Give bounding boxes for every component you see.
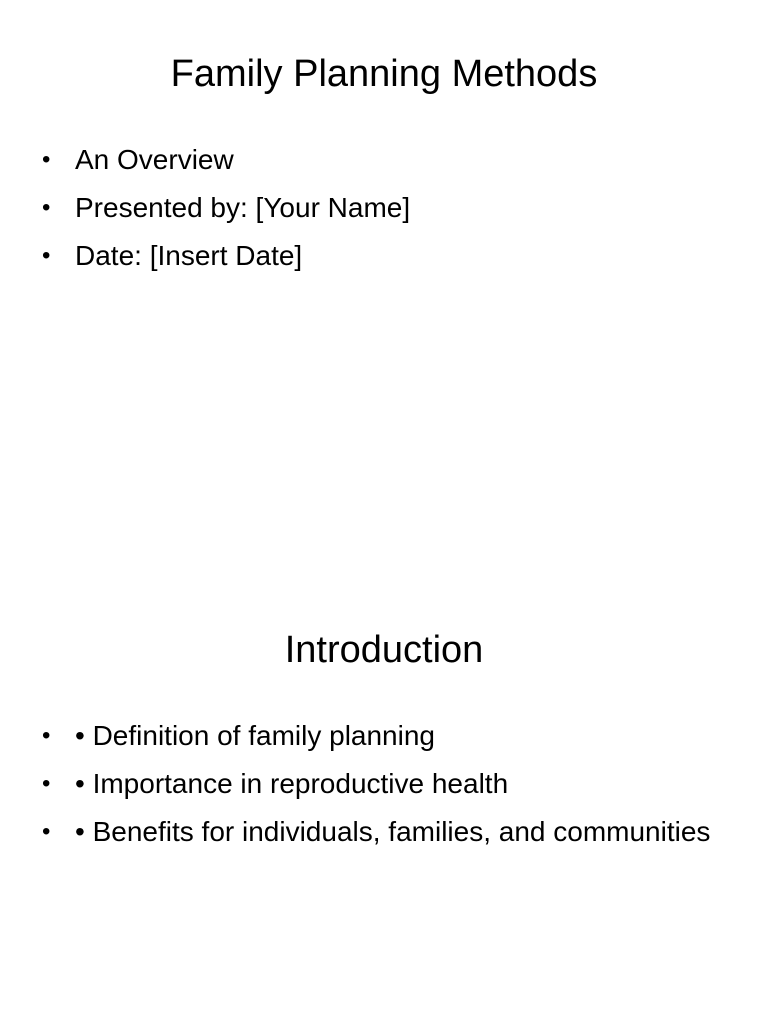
slide-2 xyxy=(0,576,768,1024)
bullet-list xyxy=(40,140,720,284)
bullet-icon: • xyxy=(42,146,51,173)
bullet-text: An Overview xyxy=(75,144,234,175)
list-item xyxy=(40,188,720,228)
list-item xyxy=(40,716,720,756)
bullet-text: Presented by: [Your Name] xyxy=(75,192,411,223)
bullet-text: Date: [Insert Date] xyxy=(75,240,303,271)
bullet-text: • Definition of family planning xyxy=(75,720,435,751)
list-item xyxy=(40,812,720,852)
bullet-icon: • xyxy=(42,194,51,221)
bullet-icon: • xyxy=(42,722,51,749)
bullet-text: • Benefits for individuals, families, and communities xyxy=(75,816,711,847)
list-item xyxy=(40,140,720,180)
slide-title: Family Planning Methods xyxy=(170,53,598,95)
list-item xyxy=(40,764,720,804)
bullet-list xyxy=(40,716,720,860)
slide-title: Introduction xyxy=(284,629,484,671)
bullet-icon: • xyxy=(42,770,51,797)
list-item xyxy=(40,236,720,276)
bullet-text: • Importance in reproductive health xyxy=(75,768,509,799)
bullet-icon: • xyxy=(42,818,51,845)
bullet-icon: • xyxy=(42,242,51,269)
